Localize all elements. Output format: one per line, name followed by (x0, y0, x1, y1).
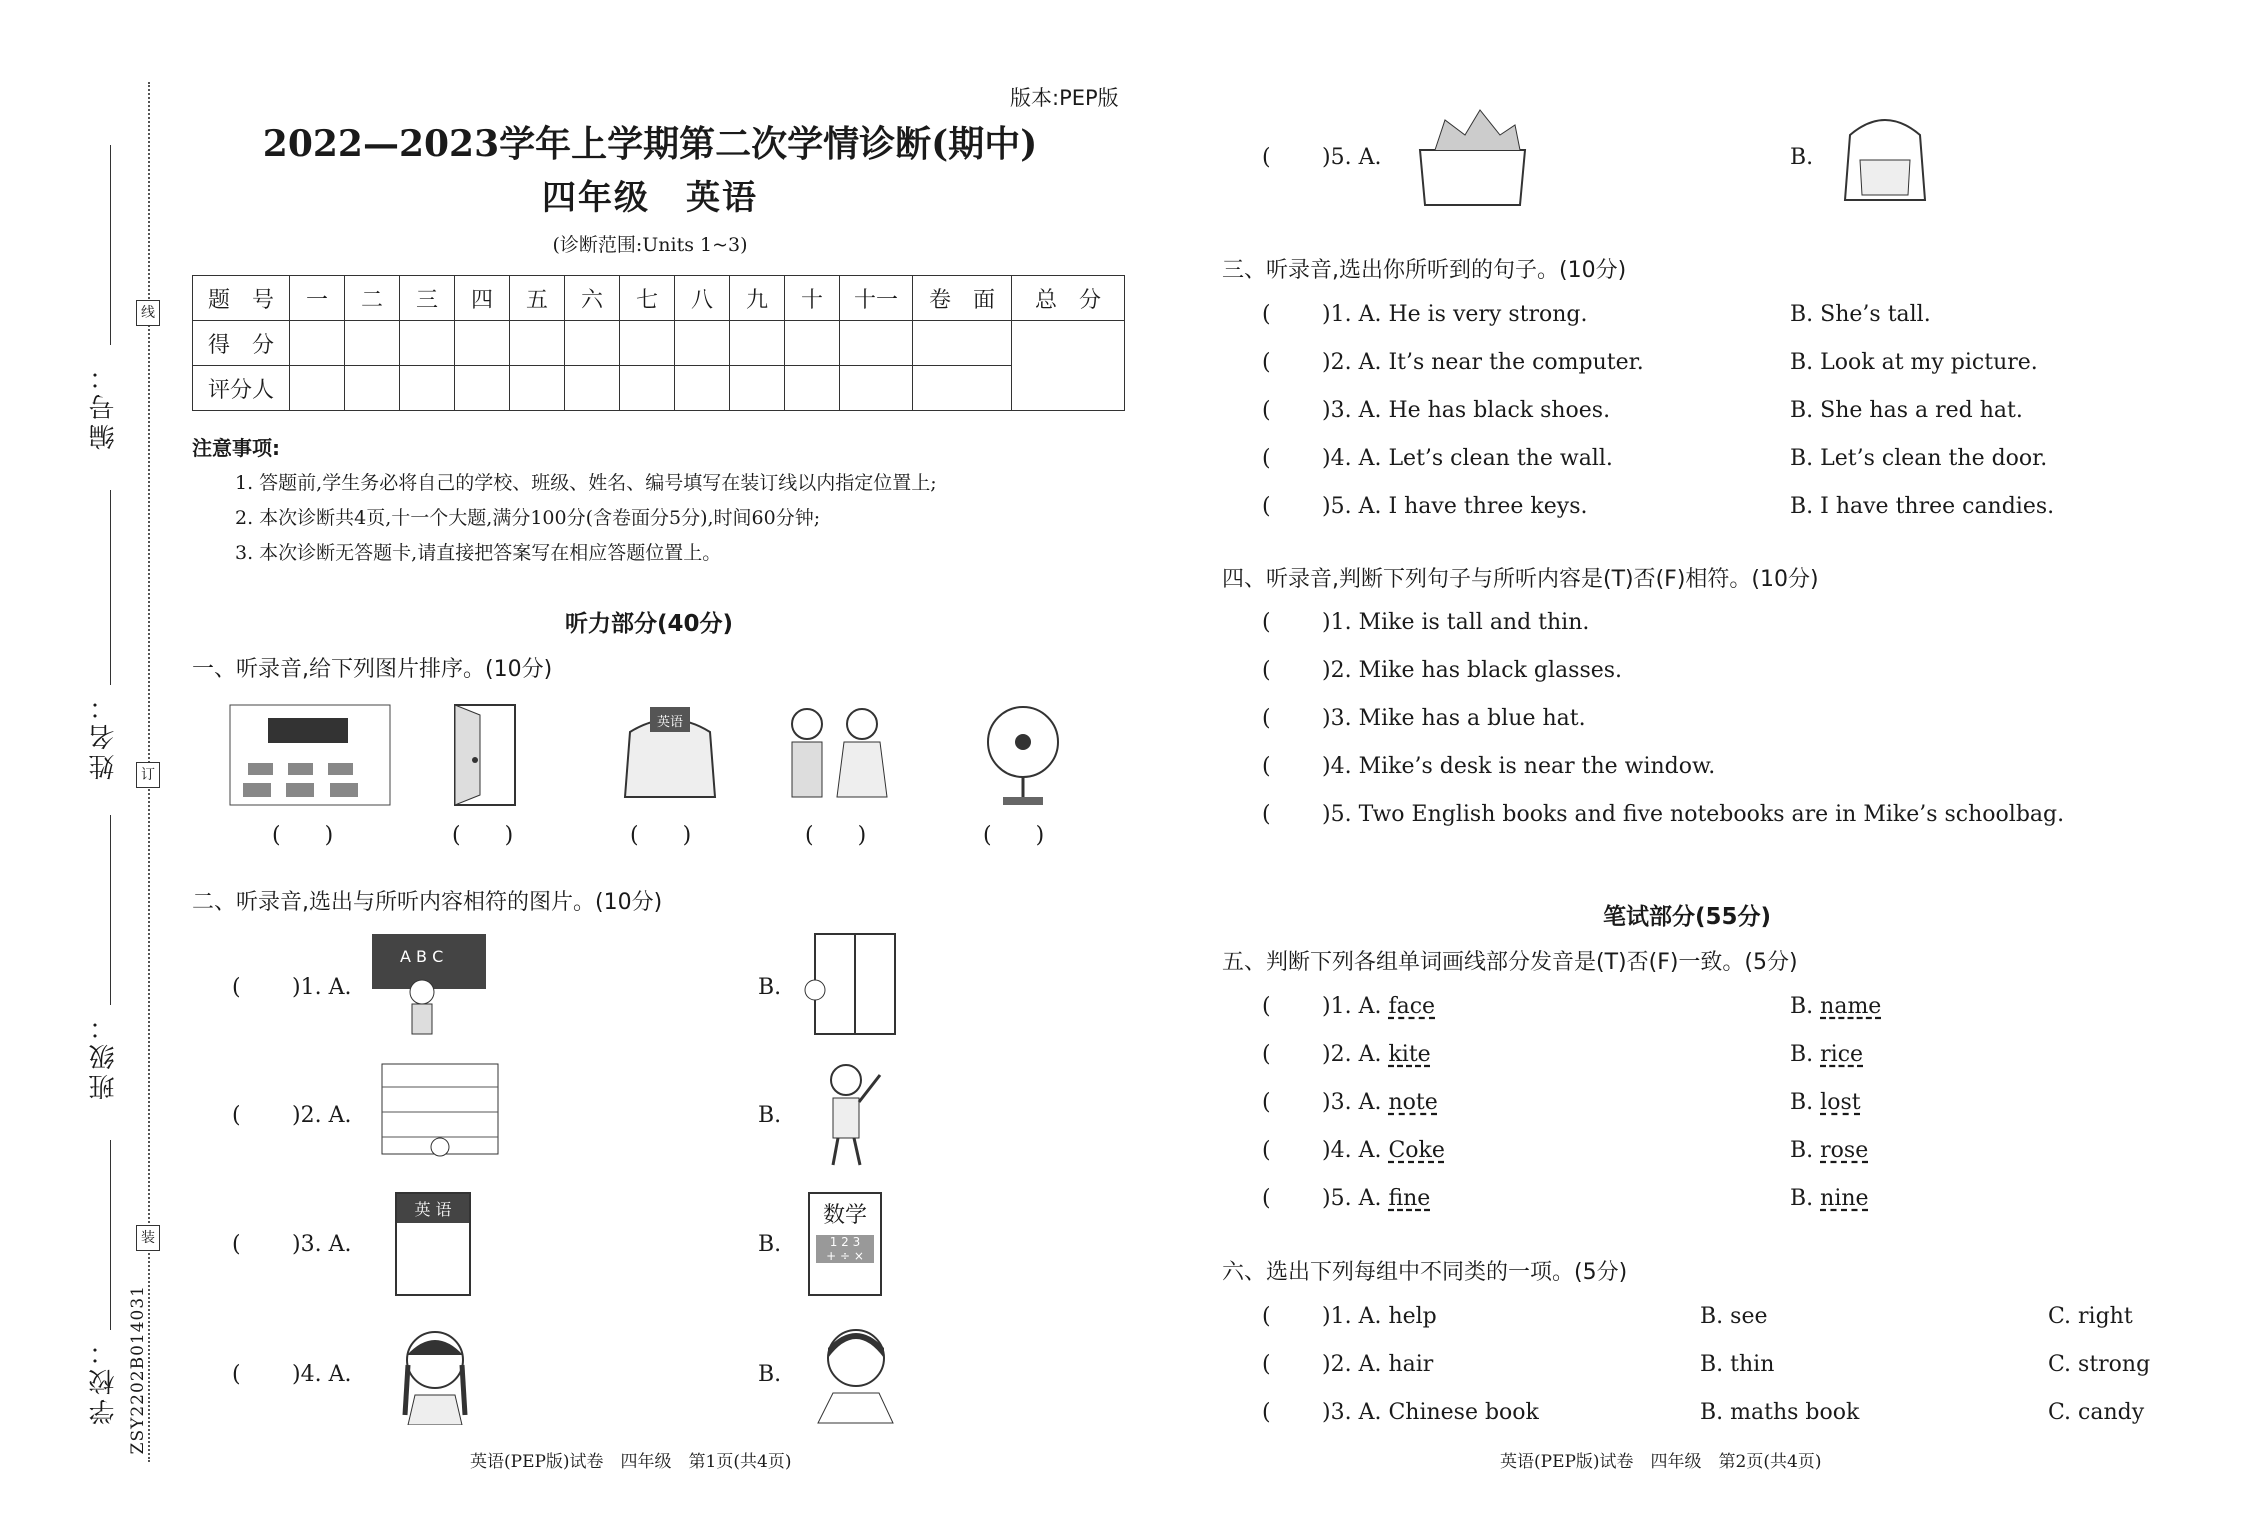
underlined-word: Coke (1388, 1138, 1445, 1163)
grader-input-cell[interactable] (510, 366, 565, 411)
paren-open: ( (1262, 610, 1271, 635)
paren-open: ( (1262, 754, 1271, 779)
paren-open: ( (1262, 1400, 1271, 1425)
classroom-picture (228, 703, 393, 808)
sec2-item-3-b: B. (758, 1232, 782, 1257)
section-5-heading: 五、判断下列各组单词画线部分发音是(T)否(F)一致。(5分) (1222, 950, 1798, 975)
grader-input-cell[interactable] (840, 366, 913, 411)
score-input-cell[interactable] (620, 321, 675, 366)
sec3-item-a: )5. A. I have three keys. (1322, 494, 1588, 519)
exam-scope: (诊断范围:Units 1~3) (552, 234, 748, 256)
sec4-item: )1. Mike is tall and thin. (1322, 610, 1590, 635)
score-input-cell[interactable] (345, 321, 400, 366)
sec5-b-prefix: B. (1790, 1138, 1821, 1163)
math-book-picture (808, 1192, 882, 1296)
paren-open: ( (1262, 658, 1271, 683)
grader-input-cell[interactable] (675, 366, 730, 411)
score-cell: 五 (510, 276, 565, 321)
section-3-heading: 三、听录音,选出你所听到的句子。(10分) (1222, 258, 1627, 283)
sec5-b-prefix: B. (1790, 1042, 1821, 1067)
sec6-item-b: B. thin (1700, 1352, 1775, 1377)
score-input-cell[interactable] (565, 321, 620, 366)
sec5-prefix: )1. A. (1322, 994, 1389, 1019)
order-blank[interactable]: ( ) (272, 823, 334, 848)
paren-open: ( (1262, 494, 1271, 519)
door-picture (435, 700, 545, 810)
math-book-title: 数学 (822, 1203, 867, 1228)
toy-box-picture (1410, 105, 1535, 210)
friends-picture (772, 702, 897, 807)
sec2-item-2-b: B. (758, 1103, 782, 1128)
sec4-item: )5. Two English books and five notebooks are in Mike’s schoolbag. (1322, 802, 2065, 827)
sec2-item-3-a: )3. A. (292, 1232, 352, 1257)
window-girl-picture (795, 932, 905, 1040)
score-cell: 四 (455, 276, 510, 321)
id-field-line (110, 145, 111, 345)
order-blank[interactable]: ( ) (983, 823, 1045, 848)
paren-open: ( (232, 975, 241, 1000)
sec2-item-1-b: B. (758, 975, 782, 1000)
library-picture (380, 1062, 500, 1167)
math-book-symbols: 1 2 3 + ÷ × (816, 1235, 874, 1263)
score-cell: 一 (290, 276, 345, 321)
grader-row-label: 评分人 (193, 366, 290, 411)
backpack-picture (1830, 105, 1940, 205)
sec6-item-a: )3. A. Chinese book (1322, 1400, 1539, 1425)
sec5-item-b (1790, 994, 1881, 1019)
sec2-item-2-a: )2. A. (292, 1103, 352, 1128)
score-cell: 六 (565, 276, 620, 321)
paren-open: ( (1262, 302, 1271, 327)
sec2-item-4-a: )4. A. (292, 1362, 352, 1387)
paren-open: ( (1262, 706, 1271, 731)
name-field-line (110, 490, 111, 685)
sec2-item-1-a: )1. A. (292, 975, 352, 1000)
sec5-item-b (1790, 1090, 1861, 1115)
underlined-word: fine (1388, 1186, 1431, 1211)
paren-open: ( (1262, 994, 1271, 1019)
section-6-heading: 六、选出下列每组中不同类的一项。(5分) (1222, 1260, 1628, 1285)
sec6-item-c: C. strong (2048, 1352, 2151, 1377)
school-label: 学校： (89, 1335, 119, 1425)
sec6-item-b: B. maths book (1700, 1400, 1860, 1425)
underlined-word: face (1388, 994, 1436, 1019)
score-cell: 八 (675, 276, 730, 321)
sec3-item-a: )3. A. He has black shoes. (1322, 398, 1611, 423)
score-cell: 七 (620, 276, 675, 321)
sec3-item-b: B. She has a red hat. (1790, 398, 2023, 423)
blackboard-text: A B C (400, 947, 444, 966)
underlined-word: lost (1820, 1090, 1861, 1115)
name-label: 姓名： (89, 690, 119, 780)
sec3-item-a: )1. A. He is very strong. (1322, 302, 1588, 327)
version-label: 版本:PEP版 (1010, 86, 1119, 110)
score-table-score-row (193, 321, 1125, 366)
id-label: 编号： (89, 360, 119, 450)
paren-open: ( (1262, 1186, 1271, 1211)
underlined-word: note (1388, 1090, 1438, 1115)
score-input-cell[interactable] (510, 321, 565, 366)
sec4-item: )2. Mike has black glasses. (1322, 658, 1623, 683)
sec5-b-prefix: B. (1790, 1090, 1821, 1115)
score-cell: 总 分 (1012, 276, 1125, 321)
sec6-item-a: )2. A. hair (1322, 1352, 1434, 1377)
paren-open: ( (1262, 1138, 1271, 1163)
paren-open: ( (1262, 1304, 1271, 1329)
order-blank[interactable]: ( ) (452, 823, 514, 848)
sec3-item-b: B. Look at my picture. (1790, 350, 2038, 375)
total-score-cell[interactable] (1012, 321, 1125, 411)
paren-open: ( (1262, 1352, 1271, 1377)
sec2-item-5-b: B. (1790, 145, 1814, 170)
grader-input-cell[interactable] (730, 366, 785, 411)
score-cell: 九 (730, 276, 785, 321)
sec5-b-prefix: B. (1790, 994, 1821, 1019)
sec4-item: )4. Mike’s desk is near the window. (1322, 754, 1716, 779)
score-row-label: 得 分 (193, 321, 290, 366)
sec6-item-c: C. candy (2048, 1400, 2145, 1425)
sec2-item-4-b: B. (758, 1362, 782, 1387)
girl-braids-picture (390, 1320, 480, 1425)
note-item: 2. 本次诊断共4页,十一个大题,满分100分(含卷面分5分),时间60分钟; (235, 507, 821, 529)
score-input-cell[interactable] (840, 321, 913, 366)
paren-open: ( (1262, 446, 1271, 471)
score-cell: 十一 (840, 276, 913, 321)
underlined-word: name (1820, 994, 1882, 1019)
paren-open: ( (1262, 1090, 1271, 1115)
blackboard-girl-picture (370, 932, 488, 1042)
sec3-item-b: B. She’s tall. (1790, 302, 1931, 327)
sec5-item-a (1322, 994, 1435, 1019)
sec6-item-b: B. see (1700, 1304, 1768, 1329)
paren-open: ( (1262, 802, 1271, 827)
sec5-item-b (1790, 1042, 1863, 1067)
score-cell: 二 (345, 276, 400, 321)
grader-input-cell[interactable] (620, 366, 675, 411)
note-item: 3. 本次诊断无答题卡,请直接把答案写在相应答题位置上。 (235, 542, 722, 564)
paren-open: ( (232, 1232, 241, 1257)
paren-open: ( (1262, 145, 1271, 170)
sec3-item-a: )4. A. Let’s clean the wall. (1322, 446, 1613, 471)
exam-title: 2022—2023学年上学期第二次学情诊断(期中) (262, 123, 1038, 165)
footer-right: 英语(PEP版)试卷 四年级 第2页(共4页) (1500, 1452, 1822, 1472)
score-input-cell[interactable] (785, 321, 840, 366)
section-1-heading: 一、听录音,给下列图片排序。(10分) (192, 657, 553, 682)
score-input-cell[interactable] (290, 321, 345, 366)
footer-left: 英语(PEP版)试卷 四年级 第1页(共4页) (470, 1452, 792, 1472)
boy-waving-picture (808, 1060, 893, 1170)
sec3-item-b: B. Let’s clean the door. (1790, 446, 2048, 471)
class-field-line (110, 815, 111, 1005)
sec5-item-a (1322, 1042, 1431, 1067)
grader-input-cell[interactable] (455, 366, 510, 411)
bag-label: 英语 (656, 715, 684, 730)
sec5-prefix: )3. A. (1322, 1090, 1389, 1115)
sec5-b-prefix: B. (1790, 1186, 1821, 1211)
writing-part-title: 笔试部分(55分) (1603, 904, 1772, 930)
sec3-item-b: B. I have three candies. (1790, 494, 2055, 519)
sec5-item-a (1322, 1090, 1438, 1115)
underlined-word: kite (1388, 1042, 1431, 1067)
paren-open: ( (232, 1103, 241, 1128)
score-table (192, 275, 1125, 411)
listening-part-title: 听力部分(40分) (565, 611, 734, 637)
sec6-item-a: )1. A. help (1322, 1304, 1437, 1329)
underlined-word: nine (1820, 1186, 1869, 1211)
underlined-word: rose (1820, 1138, 1869, 1163)
sec3-item-a: )2. A. It’s near the computer. (1322, 350, 1644, 375)
class-label: 班级： (89, 1010, 119, 1100)
school-field-line (110, 1140, 111, 1330)
sec2-item-5-a: )5. A. (1322, 145, 1382, 170)
sec5-prefix: )4. A. (1322, 1138, 1389, 1163)
sec5-item-b (1790, 1186, 1869, 1211)
grader-input-cell[interactable] (290, 366, 345, 411)
section-2-heading: 二、听录音,选出与所听内容相符的图片。(10分) (192, 890, 663, 915)
english-book-title: 英 语 (397, 1194, 469, 1223)
score-input-cell[interactable] (730, 321, 785, 366)
grader-input-cell[interactable] (400, 366, 455, 411)
paper-code: ZSY2202B014031 (128, 1285, 148, 1455)
section-4-heading: 四、听录音,判断下列句子与所听内容是(T)否(F)相符。(10分) (1222, 567, 1819, 592)
sec6-item-c: C. right (2048, 1304, 2133, 1329)
sec4-item: )3. Mike has a blue hat. (1322, 706, 1586, 731)
paren-open: ( (1262, 398, 1271, 423)
score-cell: 卷 面 (913, 276, 1012, 321)
sec5-item-b (1790, 1138, 1868, 1163)
grader-input-cell[interactable] (565, 366, 620, 411)
exam-subtitle: 四年级 英语 (542, 178, 758, 218)
english-book-picture (395, 1192, 471, 1296)
score-input-cell[interactable] (913, 321, 1012, 366)
sec5-item-a (1322, 1186, 1430, 1211)
score-table-grader-row (193, 366, 1125, 411)
underlined-word: rice (1820, 1042, 1864, 1067)
order-blank[interactable]: ( ) (630, 823, 692, 848)
sec5-prefix: )2. A. (1322, 1042, 1389, 1067)
fan-picture (978, 702, 1068, 807)
score-table-header-row (193, 276, 1125, 321)
girl-short-hair-picture (808, 1318, 903, 1425)
binding-mark-staple: 装 (136, 1225, 160, 1251)
paren-open: ( (1262, 1042, 1271, 1067)
schoolbag-picture (615, 702, 725, 807)
sec5-prefix: )5. A. (1322, 1186, 1389, 1211)
binding-mark-line: 线 (136, 300, 160, 326)
score-cell: 题 号 (193, 276, 290, 321)
score-cell: 三 (400, 276, 455, 321)
grader-input-cell[interactable] (345, 366, 400, 411)
grader-input-cell[interactable] (913, 366, 1012, 411)
score-input-cell[interactable] (400, 321, 455, 366)
paren-open: ( (232, 1362, 241, 1387)
note-item: 1. 答题前,学生务必将自己的学校、班级、姓名、编号填写在装订线以内指定位置上; (235, 472, 937, 494)
binding-mark-bind: 订 (136, 762, 160, 788)
score-input-cell[interactable] (455, 321, 510, 366)
score-cell: 十 (785, 276, 840, 321)
order-blank[interactable]: ( ) (805, 823, 867, 848)
paren-open: ( (1262, 350, 1271, 375)
score-input-cell[interactable] (675, 321, 730, 366)
notes-heading: 注意事项: (192, 436, 280, 460)
grader-input-cell[interactable] (785, 366, 840, 411)
sec5-item-a (1322, 1138, 1445, 1163)
